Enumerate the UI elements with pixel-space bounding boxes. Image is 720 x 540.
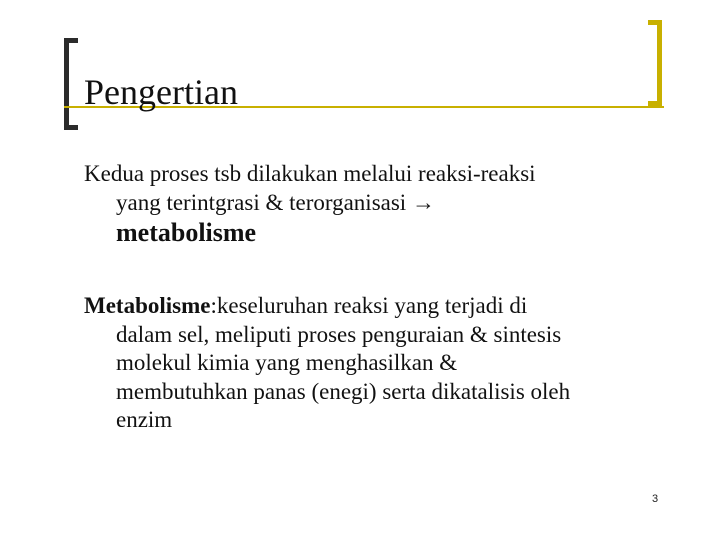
paragraph2-line3: molekul kimia yang menghasilkan & bbox=[116, 350, 458, 375]
title-bracket-left bbox=[64, 38, 78, 130]
paragraph2-first-line bbox=[84, 293, 527, 318]
paragraph-definition-process bbox=[84, 160, 684, 249]
paragraph1-line1: Kedua proses tsb dilakukan melalui reaksi-reaksi bbox=[84, 161, 536, 186]
paragraph2-line2: dalam sel, meliputi proses penguraian & sintesis bbox=[116, 321, 562, 347]
paragraph2-line4: membutuhkan panas (enegi) serta dikatalisis oleh bbox=[116, 378, 571, 404]
slide-title: Pengertian bbox=[84, 72, 238, 112]
paragraph2-line5: enzim bbox=[116, 407, 173, 432]
paragraph2-line1-rest: :keseluruhan reaksi yang terjadi di bbox=[210, 293, 528, 318]
paragraph-definition-metabolism bbox=[84, 292, 684, 435]
metabolisme-term: metabolisme bbox=[116, 218, 257, 247]
metabolisme-heading-term: Metabolisme bbox=[84, 293, 211, 318]
title-bracket-right bbox=[648, 20, 662, 106]
paragraph1-line2: yang terintgrasi & terorganisasi → bbox=[116, 189, 435, 215]
page-number: 3 bbox=[652, 493, 659, 505]
